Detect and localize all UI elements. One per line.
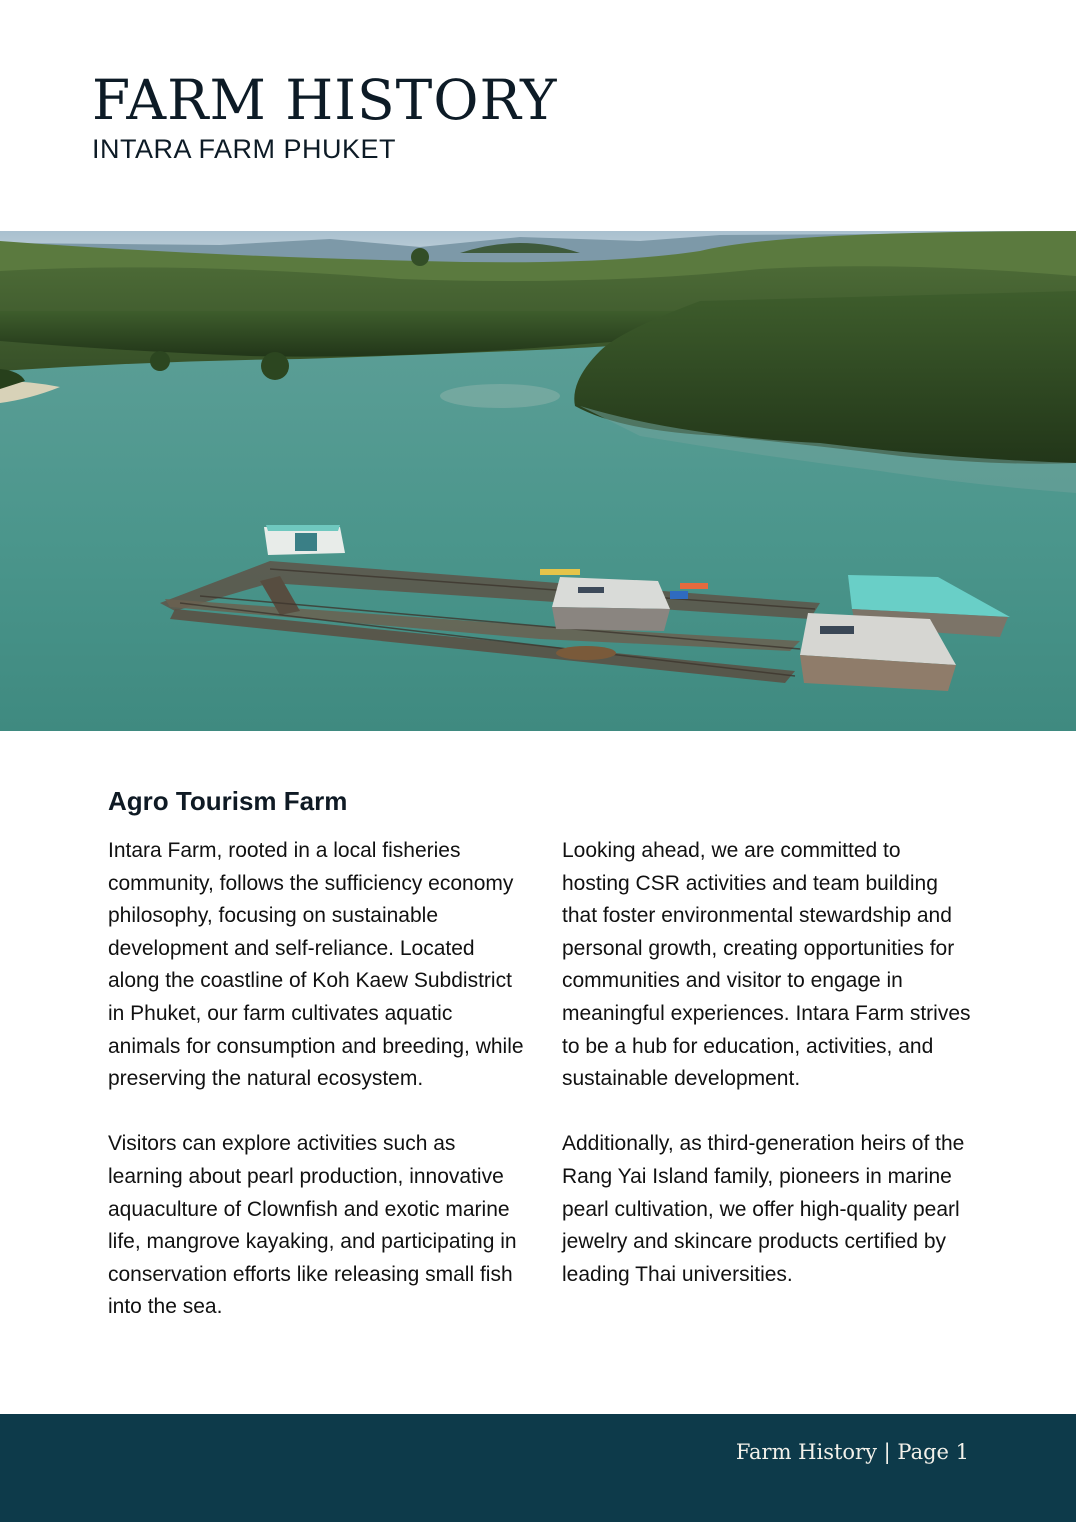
left-column [108, 835, 528, 1357]
section-heading: Agro Tourism Farm [108, 786, 348, 816]
paragraph: Visitors can explore activities such as learning about pearl production, innovative aquaculture of Clownfish and exotic marine life, mangrove kayaking, and participating in conservation efforts like releasing small fish into the sea. [108, 1132, 517, 1319]
paragraph: Looking ahead, we are committed to hosting CSR activities and team building that foster environmental stewardship and personal growth, creating opportunities for communities and visitor to engage in meaningful experiences. Intara Farm strives to be a hub for education, activities, and sustainable development. [562, 839, 971, 1091]
page-footer-label: Farm History | Page 1 [735, 1440, 969, 1464]
page-subtitle: INTARA FARM PHUKET [92, 134, 397, 164]
hero-image [0, 231, 1076, 731]
paragraph: Intara Farm, rooted in a local fisheries community, follows the sufficiency economy philosophy, focusing on sustainable development and self-reliance. Located along the coastline of Koh Kaew Subdistrict in Phuket, our farm cultivates aquatic animals for consumption and breeding, while preserving the natural ecosystem. [108, 839, 524, 1091]
aerial-farm-photo [0, 231, 1076, 731]
paragraph: Additionally, as third-generation heirs of the Rang Yai Island family, pioneers in marine pearl cultivation, we offer high-quality pearl jewelry and skincare products certified by leading Thai universities. [562, 1132, 965, 1286]
page-title: FARM HISTORY [92, 68, 558, 132]
footer-bar [0, 1414, 1076, 1522]
right-column [562, 835, 972, 1324]
